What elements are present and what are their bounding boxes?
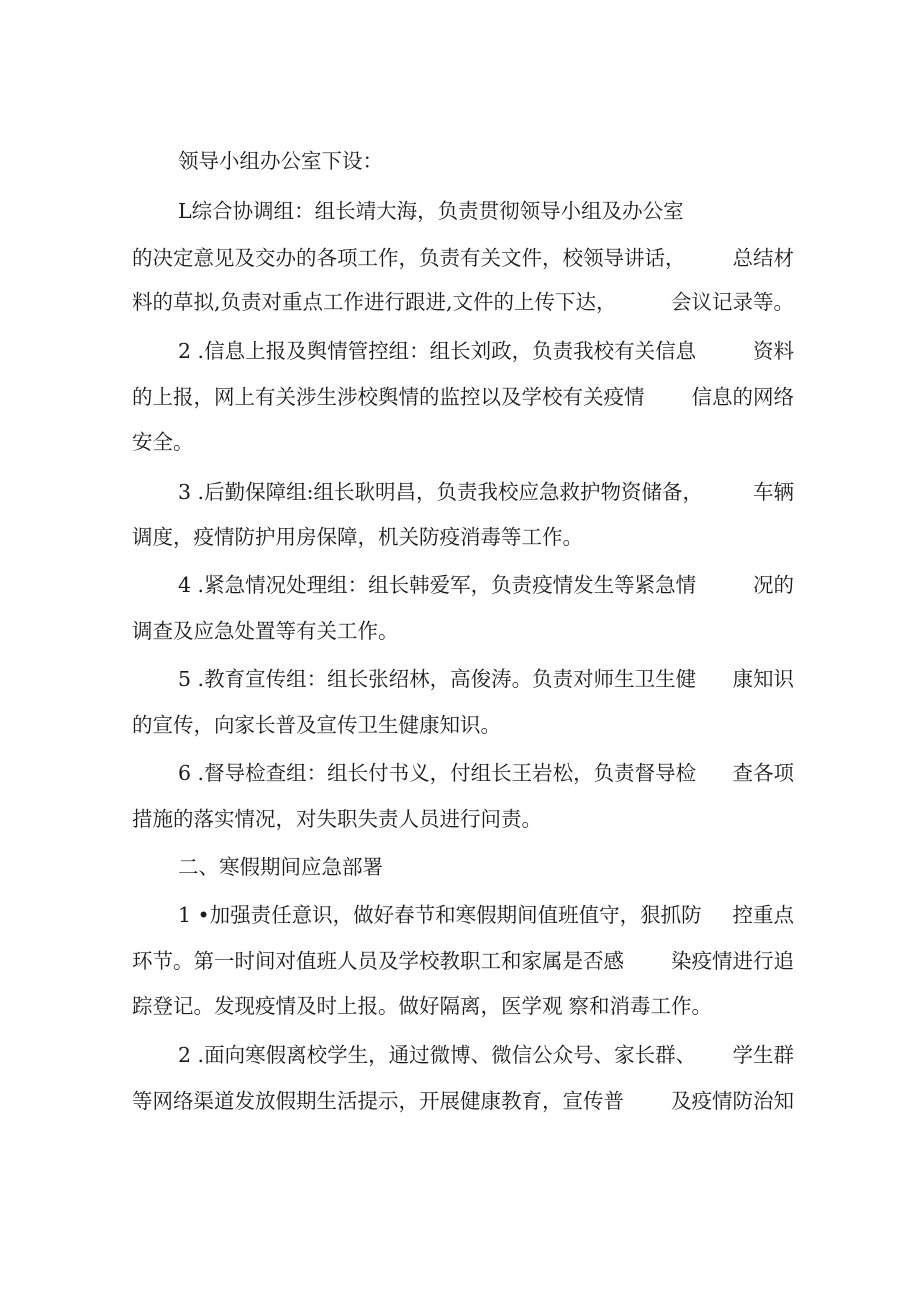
paragraph-line: [178, 477, 794, 507]
paragraph-line: [178, 664, 794, 694]
text-segment: 染疫情进行追: [671, 949, 794, 973]
paragraph-line: [178, 570, 794, 600]
paragraph-line: [132, 946, 794, 976]
paragraph-line: 调查及应急处置等有关工作。: [132, 619, 399, 643]
text-segment: 的上报，网上有关涉生涉校舆情的监控以及学校有关疫情: [132, 385, 645, 409]
text-segment: 车辆: [753, 480, 794, 504]
text-segment: 控重点: [732, 903, 794, 927]
text-segment: 2 .信息上报及舆情管控组：组长刘政，负责我校有关信息: [178, 339, 697, 363]
text-segment: 环节。第一时间对值班人员及学校教职工和家属是否感: [132, 949, 624, 973]
text-segment: 2 .面向寒假离校学生，通过微博、微信公众号、家长群、: [178, 1043, 697, 1067]
paragraph-line: [132, 287, 794, 317]
paragraph-line: [132, 991, 794, 1021]
text-segment: 1 •加强责任意识，做好春节和寒假期间值班值守，狠抓防: [178, 903, 702, 927]
text-segment: 等网络渠道发放假期生活提示，开展健康教育，宣传普: [132, 1089, 624, 1113]
text-segment: 及疫情防治知: [671, 1089, 794, 1113]
paragraph-line: L综合协调组：组长靖大海，负责贯彻领导小组及办公室: [178, 199, 684, 223]
text-segment: 的决定意见及交办的各项工作，负责有关文件，校领导讲话，: [132, 246, 686, 270]
text-segment: 总结材: [732, 246, 794, 270]
text-segment: 3 .后勤保障组:组长耿明昌，负责我校应急救护物资储备，: [178, 480, 703, 504]
paragraph-line: [178, 758, 794, 788]
section-title: 二、寒假期间应急部署: [178, 855, 383, 879]
text-segment: 况的: [753, 573, 794, 597]
text-segment: 查各项: [732, 761, 794, 785]
text-segment: 信息的网络: [691, 385, 794, 409]
text-segment: 料的草拟,负责对重点工作进行跟进,文件的上传下达，: [132, 290, 617, 314]
paragraph-line: 调度，疫情防护用房保障，机关防疫消毒等工作。: [132, 525, 583, 549]
text-segment: 康知识: [732, 667, 794, 691]
paragraph-line: 的宣传，向家长普及宣传卫生健康知识。: [132, 713, 501, 737]
text-segment: 会议记录等。: [671, 290, 794, 314]
paragraph-line: [178, 1040, 794, 1070]
paragraph-line: [178, 900, 794, 930]
text-segment: 4 .紧急情况处理组：组长韩爱军，负责疫情发生等紧急情: [178, 573, 697, 597]
paragraph-line: 安全。: [132, 430, 194, 454]
text-segment: 察和消毒工作。: [568, 994, 712, 1018]
text-segment: 资料: [753, 339, 794, 363]
text-segment: 5 .教育宣传组：组长张绍林，高俊涛。负责对师生卫生健: [178, 667, 697, 691]
text-segment: 6 .督导检查组：组长付书义，付组长王岩松，负责督导检: [178, 761, 697, 785]
paragraph-line: [132, 1086, 794, 1116]
text-segment: 学生群: [732, 1043, 794, 1067]
office-heading: 领导小组办公室下设：: [178, 149, 383, 173]
paragraph-line: [178, 336, 794, 366]
paragraph-line: [132, 382, 794, 412]
paragraph-line: [132, 243, 794, 273]
paragraph-line: 措施的落实情况，对失职失责人员进行问责。: [132, 807, 542, 831]
text-segment: 踪登记。发现疫情及时上报。做好隔离，医学观: [132, 994, 563, 1018]
